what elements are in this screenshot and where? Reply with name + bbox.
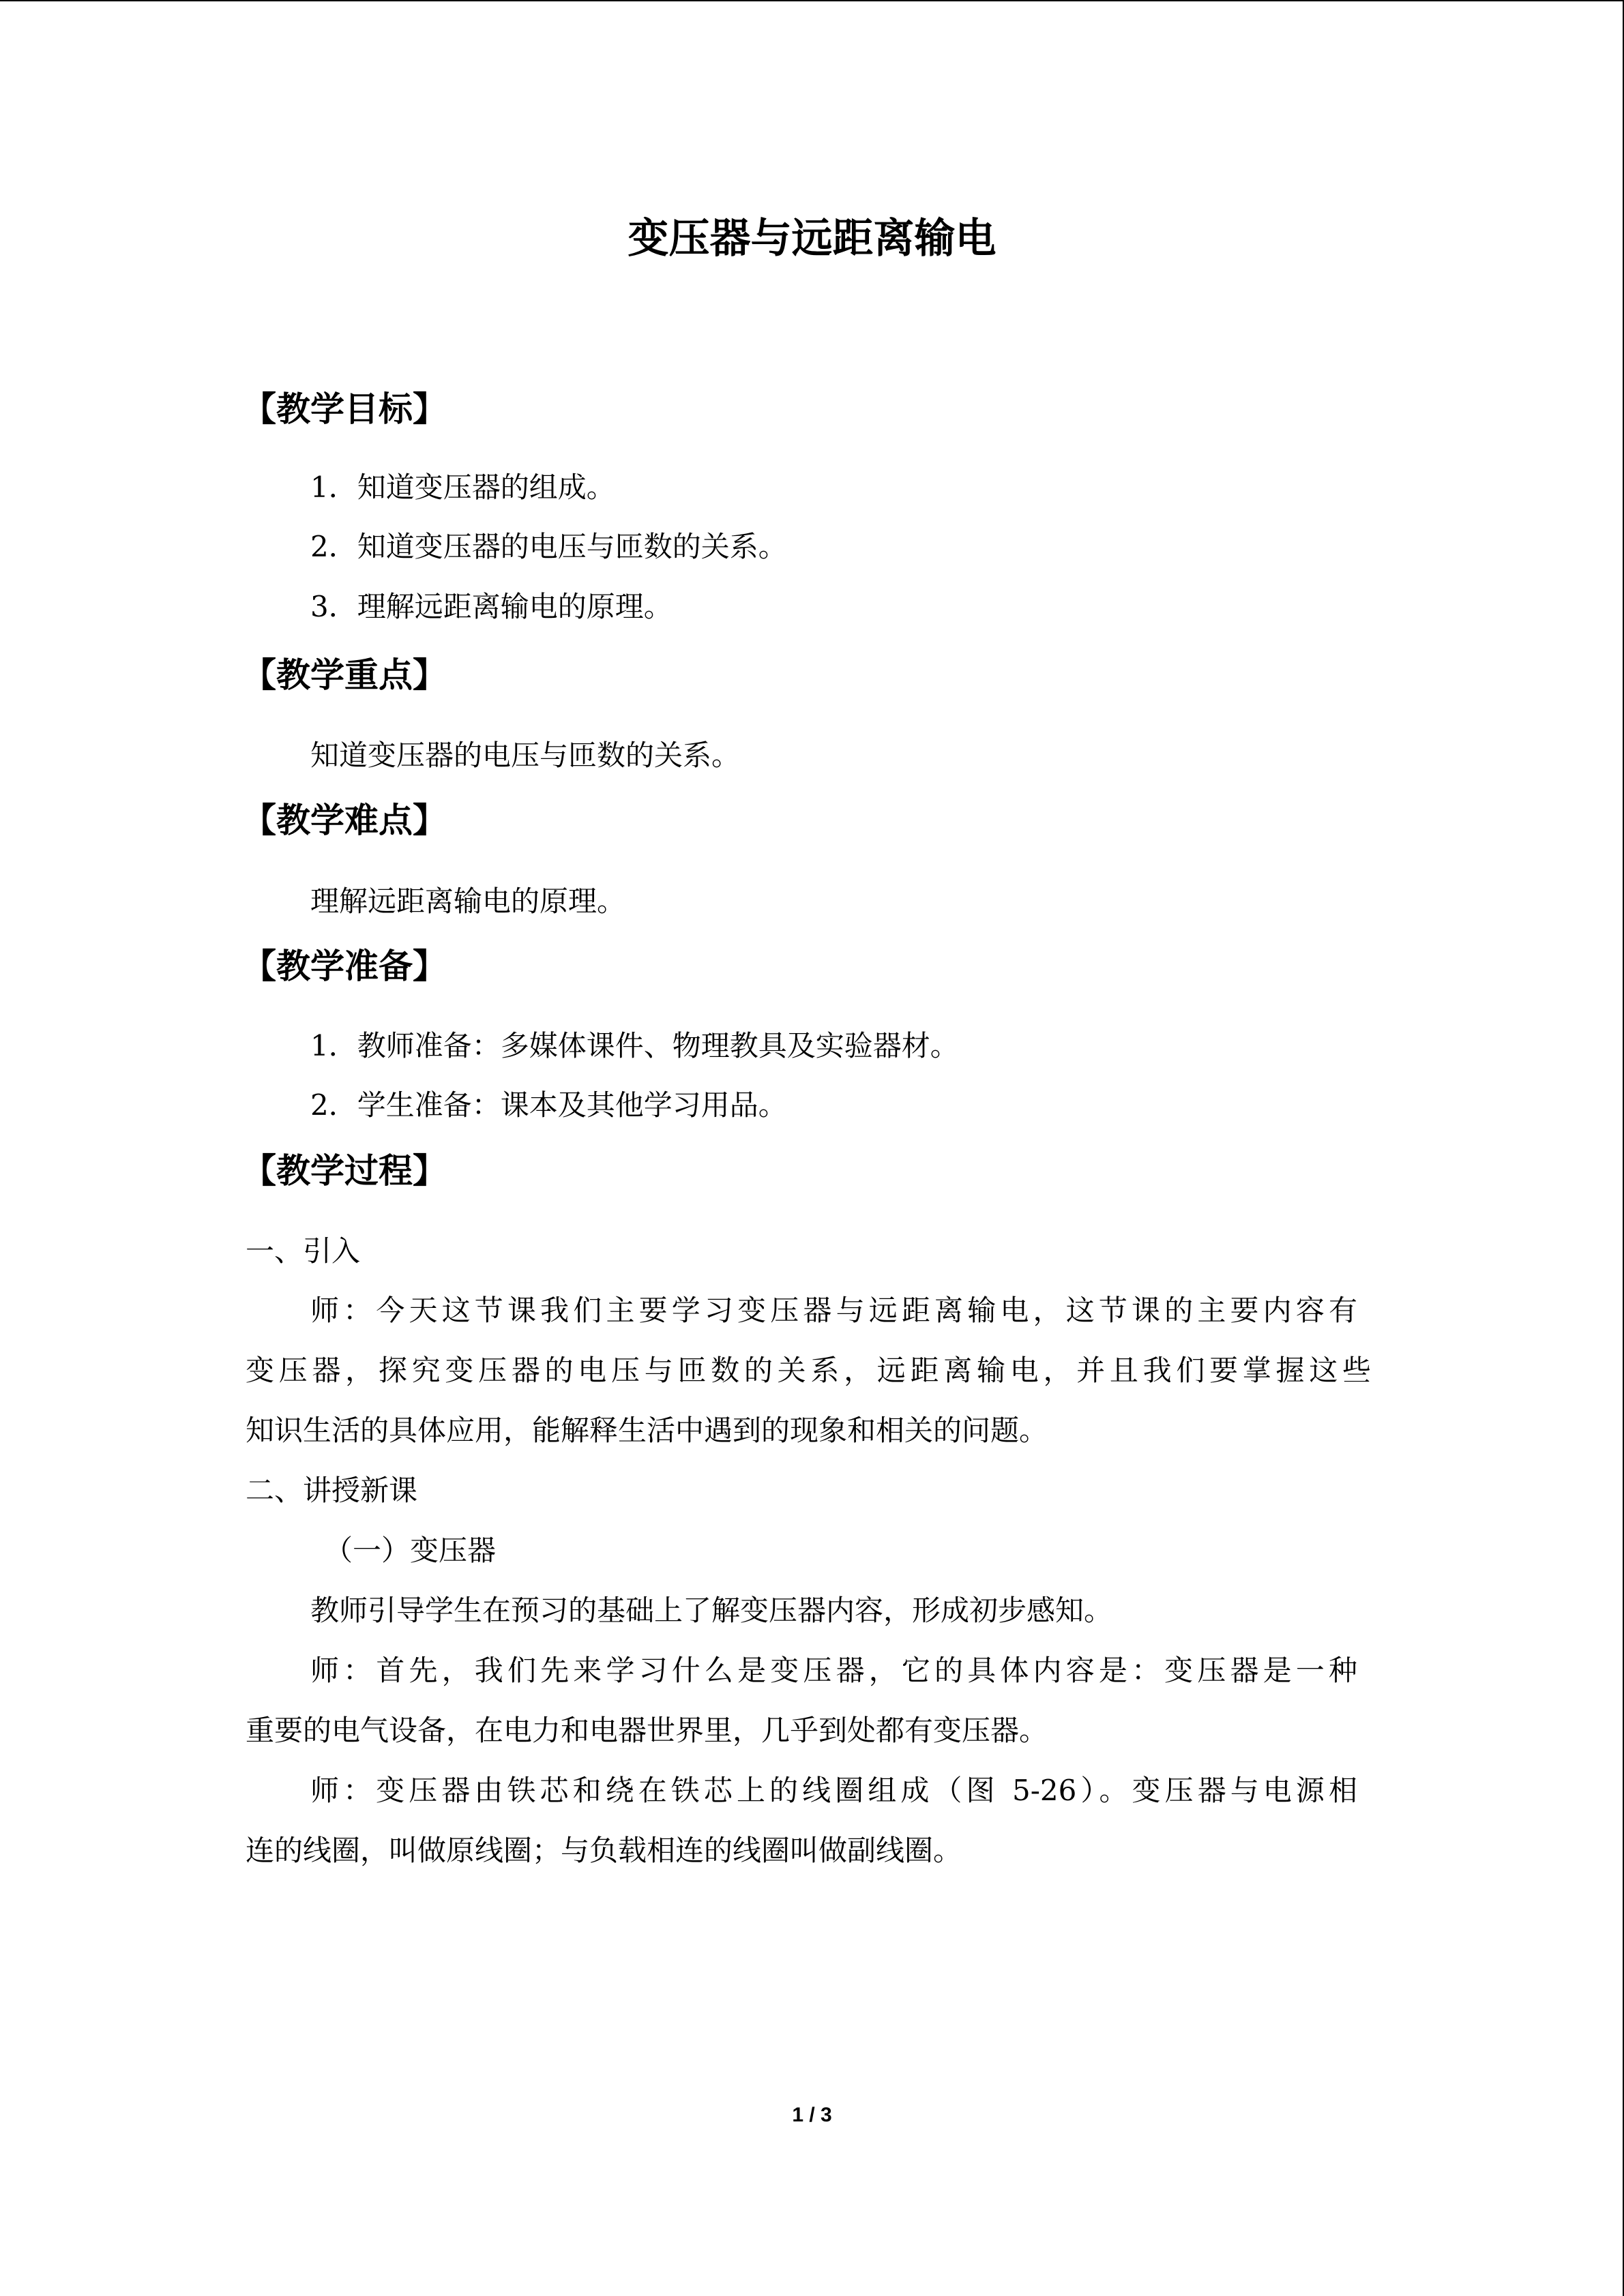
paragraph-3-line-1: 师：变压器由铁芯和绕在铁芯上的线圈组成（图 5-26）。变压器与电源相: [310, 1774, 1357, 1807]
part1-line-1: 师：今天这节课我们主要学习变压器与远距离输电，这节课的主要内容有: [310, 1294, 1357, 1327]
process-part2-label: 二、讲授新课: [246, 1474, 418, 1507]
paragraph-1: 教师引导学生在预习的基础上了解变压器内容，形成初步感知。: [310, 1594, 1113, 1627]
heading-preparation: 【教学准备】: [242, 946, 447, 986]
paragraph-2-line-1: 师：首先，我们先来学习什么是变压器，它的具体内容是：变压器是一种: [310, 1654, 1357, 1687]
preparation-item-2: 2．学生准备：课本及其他学习用品。: [310, 1088, 787, 1122]
document-title: 变压器与远距离输电: [628, 215, 996, 263]
key-points-text: 知道变压器的电压与匝数的关系。: [310, 739, 741, 772]
preparation-item-1: 1．教师准备：多媒体课件、物理教具及实验器材。: [310, 1029, 959, 1062]
part1-line-2: 变压器，探究变压器的电压与匝数的关系，远距离输电，并且我们要掌握这些: [246, 1354, 1371, 1387]
heading-objectives: 【教学目标】: [242, 389, 447, 429]
heading-difficulties: 【教学难点】: [242, 801, 447, 840]
objective-item-1: 1．知道变压器的组成。: [310, 471, 615, 504]
subsection-transformer-label: （一）变压器: [324, 1534, 497, 1567]
paragraph-2-line-2: 重要的电气设备，在电力和电器世界里，几乎到处都有变压器。: [246, 1714, 1048, 1747]
process-part1-label: 一、引入: [246, 1234, 361, 1268]
objective-item-2: 2．知道变压器的电压与匝数的关系。: [310, 530, 787, 563]
difficulties-text: 理解远距离输电的原理。: [310, 884, 626, 918]
heading-key-points: 【教学重点】: [242, 655, 447, 695]
page-number: 1 / 3: [792, 2104, 832, 2126]
heading-process: 【教学过程】: [242, 1151, 447, 1191]
objective-item-3: 3．理解远距离输电的原理。: [310, 590, 673, 623]
part1-line-3: 知识生活的具体应用，能解释生活中遇到的现象和相关的问题。: [246, 1414, 1048, 1447]
paragraph-3-line-2: 连的线圈，叫做原线圈；与负载相连的线圈叫做副线圈。: [246, 1834, 962, 1867]
